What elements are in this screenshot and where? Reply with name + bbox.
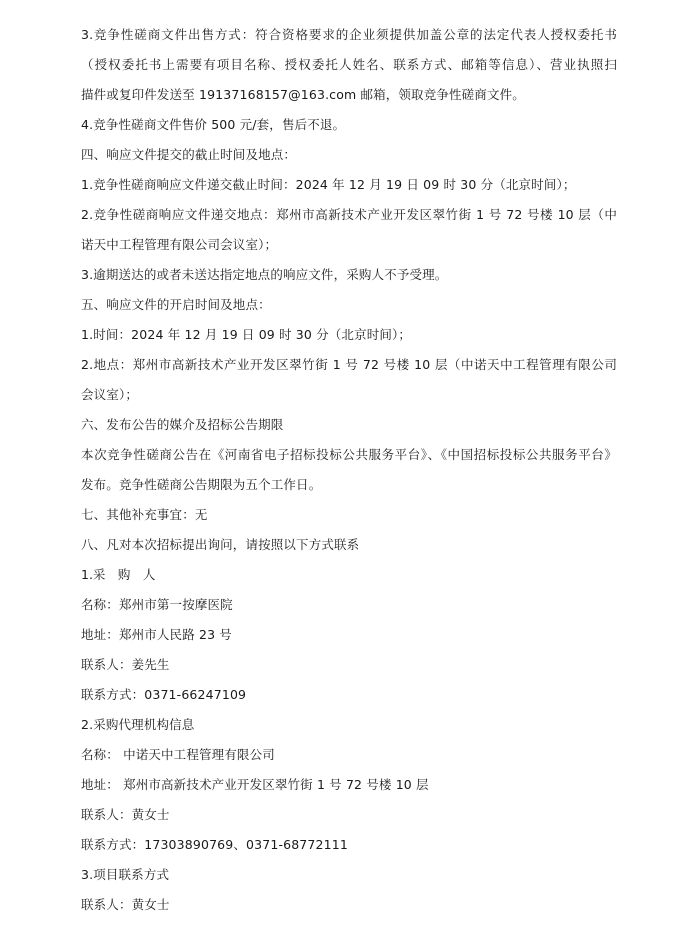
agency-phone: 联系方式：17303890769、0371-68772111 [81, 837, 348, 852]
purchaser-name: 名称：郑州市第一按摩医院 [81, 597, 233, 612]
agency-title: 2.采购代理机构信息 [81, 717, 195, 732]
section-4-heading: 四、响应文件提交的截止时间及地点： [81, 147, 297, 162]
agency-address: 地址： 郑州市高新技术产业开发区翠竹街 1 号 72 号楼 10 层 [81, 777, 429, 792]
purchaser-phone: 联系方式：0371-66247109 [81, 687, 247, 702]
opening-time-line: 1.时间：2024 年 12 月 19 日 09 时 30 分（北京时间）； [81, 327, 412, 342]
agency-name: 名称： 中诺天中工程管理有限公司 [81, 747, 275, 762]
sale-method-line-3: 描件或复印件发送至 19137168157@163.com 邮箱，领取竞争性磋商文件。 [81, 87, 525, 102]
section-6-heading: 六、发布公告的媒介及招标公告期限 [81, 417, 284, 432]
submission-deadline-line: 1.竞争性磋商响应文件递交截止时间：2024 年 12 月 19 日 09 时 30 分（北京时间）； [81, 177, 576, 192]
project-contact-title: 3.项目联系方式 [81, 867, 170, 882]
section-5-heading: 五、响应文件的开启时间及地点： [81, 297, 271, 312]
opening-location-line-2: 会议室）； [81, 387, 139, 402]
publication-media-line-2: 发布。竞争性磋商公告期限为五个工作日。 [81, 477, 322, 492]
purchaser-address: 地址：郑州市人民路 23 号 [81, 627, 232, 642]
late-submission-line: 3.逾期送达的或者未送达指定地点的响应文件，采购人不予受理。 [81, 267, 448, 282]
purchaser-title: 1.采 购 人 [81, 567, 156, 582]
publication-media-line-1: 本次竞争性磋商公告在《河南省电子招标投标公共服务平台》、《中国招标投标公共服务平台》 [81, 447, 617, 462]
section-8-heading: 八、凡对本次招标提出询问，请按照以下方式联系 [81, 537, 360, 552]
agency-contact: 联系人：黄女士 [81, 807, 170, 822]
purchaser-contact: 联系人：姜先生 [81, 657, 170, 672]
submission-location-line-2: 诺天中工程管理有限公司会议室）； [81, 237, 278, 252]
sale-method-line-1: 3.竞争性磋商文件出售方式：符合资格要求的企业须提供加盖公章的法定代表人授权委托书 [81, 27, 617, 42]
section-7-heading: 七、其他补充事宜：无 [81, 507, 208, 522]
document-body [81, 20, 617, 920]
sale-price-line: 4.竞争性磋商文件售价 500 元/套，售后不退。 [81, 117, 346, 132]
submission-location-line-1: 2.竞争性磋商响应文件递交地点：郑州市高新技术产业开发区翠竹街 1 号 72 号楼 10 层（中 [81, 207, 617, 222]
sale-method-line-2: （授权委托书上需要有项目名称、授权委托人姓名、联系方式、邮箱等信息）、营业执照扫 [81, 57, 617, 72]
opening-location-line-1: 2.地点：郑州市高新技术产业开发区翠竹街 1 号 72 号楼 10 层（中诺天中工程管理有限公司 [81, 357, 617, 372]
project-contact-person: 联系人：黄女士 [81, 897, 170, 912]
